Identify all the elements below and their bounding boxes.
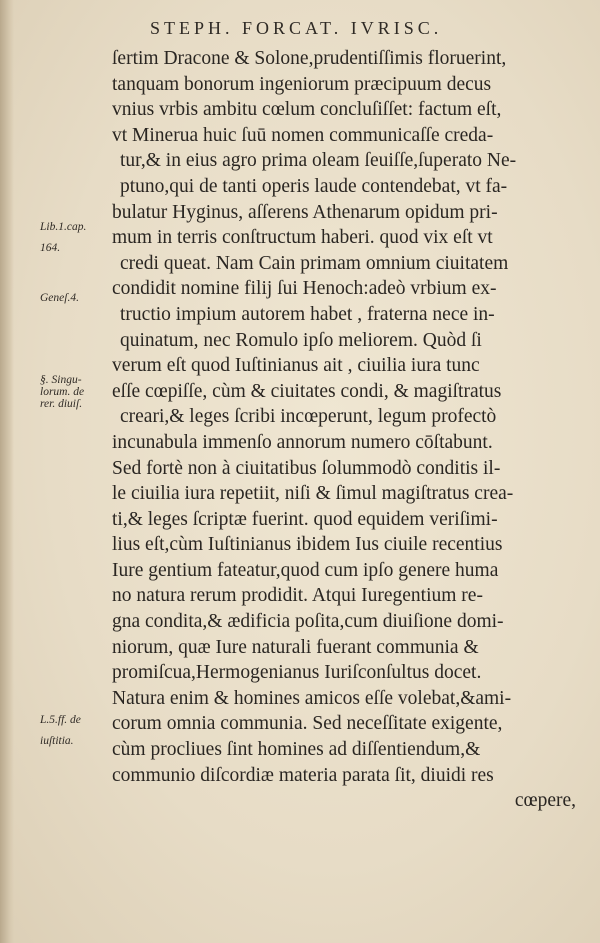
marginal-note-line: Geneſ.4. <box>40 292 79 304</box>
text-line: vnius vrbis ambitu cœlum concluſiſſet: factum eſt, <box>112 99 502 121</box>
text-line: credi queat. Nam Cain primam omnium ciuitatem <box>120 252 509 274</box>
text-line: lius eſt,cùm Iuſtinianus ibidem Ius ciuile recentius <box>112 534 503 556</box>
text-line: Sed fortè non à ciuitatibus ſolummodò conditis il- <box>112 457 501 479</box>
text-line: corum omnia communia. Sed neceſſitate exigente, <box>112 713 503 735</box>
marginal-note-line: §. Singu- <box>40 374 82 386</box>
text-line: tur,& in eius agro prima oleam ſeuiſſe,ſuperato Ne- <box>120 150 517 172</box>
text-line: ti,& leges ſcriptæ fuerint. quod equidem veriſimi- <box>112 508 498 530</box>
text-line: vt Minerua huic ſuū nomen communicaſſe creda- <box>112 124 494 146</box>
text-line: gna condita,& ædificia poſita,cum diuiſione domi- <box>112 611 504 633</box>
marginal-note-line: 164. <box>40 242 61 254</box>
marginal-note-hyginus <box>40 221 112 254</box>
catchword: cœpere, <box>514 790 576 812</box>
page-gutter <box>0 0 14 943</box>
running-head: STEPH. FORCAT. IVRISC. <box>150 18 443 38</box>
marginal-note-digest <box>40 714 112 747</box>
text-line: creari,& leges ſcribi incœperunt, legum profectò <box>120 406 497 428</box>
marginal-note-genesis <box>40 292 112 304</box>
text-line: tanquam bonorum ingeniorum præcipuum decus <box>112 73 492 95</box>
text-line: no natura rerum prodidit. Atqui Iuregentium re- <box>112 585 483 607</box>
text-line: ptuno,qui de tanti operis laude contendebat, vt fa- <box>120 175 508 197</box>
text-line: eſſe cœpiſſe, cùm & ciuitates condi, & magiſtratus <box>112 380 502 402</box>
text-line: Iure gentium fateatur,quod cum ipſo genere huma <box>112 559 499 581</box>
text-line: condidit nomine filij ſui Henoch:adeò vrbium ex- <box>112 278 497 300</box>
marginal-note-line: lorum. de <box>40 386 85 398</box>
marginal-note-line: rer. diuiſ. <box>40 398 83 410</box>
text-line: niorum, quæ Iure naturali fuerant communia & <box>112 636 479 658</box>
text-line: promiſcua,Hermogenianus Iuriſconſultus docet. <box>112 662 482 684</box>
text-line: ſertim Dracone & Solone,prudentiſſimis floruerint, <box>112 48 507 69</box>
text-line: quinatum, nec Romulo ipſo meliorem. Quòd ſi <box>120 329 482 351</box>
text-line: Natura enim & homines amicos eſſe volebat,&ami- <box>112 687 512 709</box>
marginal-note-line: Lib.1.cap. <box>40 221 87 233</box>
text-line: cùm procliues ſint homines ad diſſentiendum,& <box>112 739 481 761</box>
text-line: le ciuilia iura repetiit, niſi & ſimul magiſtratus crea- <box>112 483 514 505</box>
body-text <box>112 46 582 814</box>
marginal-note-line: iuſtitia. <box>40 735 74 747</box>
text-line: verum eſt quod Iuſtinianus ait , ciuilia iura tunc <box>112 355 480 377</box>
marginal-note-line: L.5.ff. de <box>40 714 81 726</box>
marginal-note-institutes <box>40 374 112 410</box>
text-line: mum in terris conſtructum haberi. quod vix eſt vt <box>112 227 493 249</box>
text-line: incunabula immenſo annorum numero cōſtabunt. <box>112 431 493 453</box>
text-line: bulatur Hyginus, aſſerens Athenarum opidum pri- <box>112 201 498 223</box>
text-line: communio diſcordiæ materia parata ſit, diuidi res <box>112 764 494 786</box>
text-line: tructio impium autorem habet , fraterna nece in- <box>120 303 495 325</box>
